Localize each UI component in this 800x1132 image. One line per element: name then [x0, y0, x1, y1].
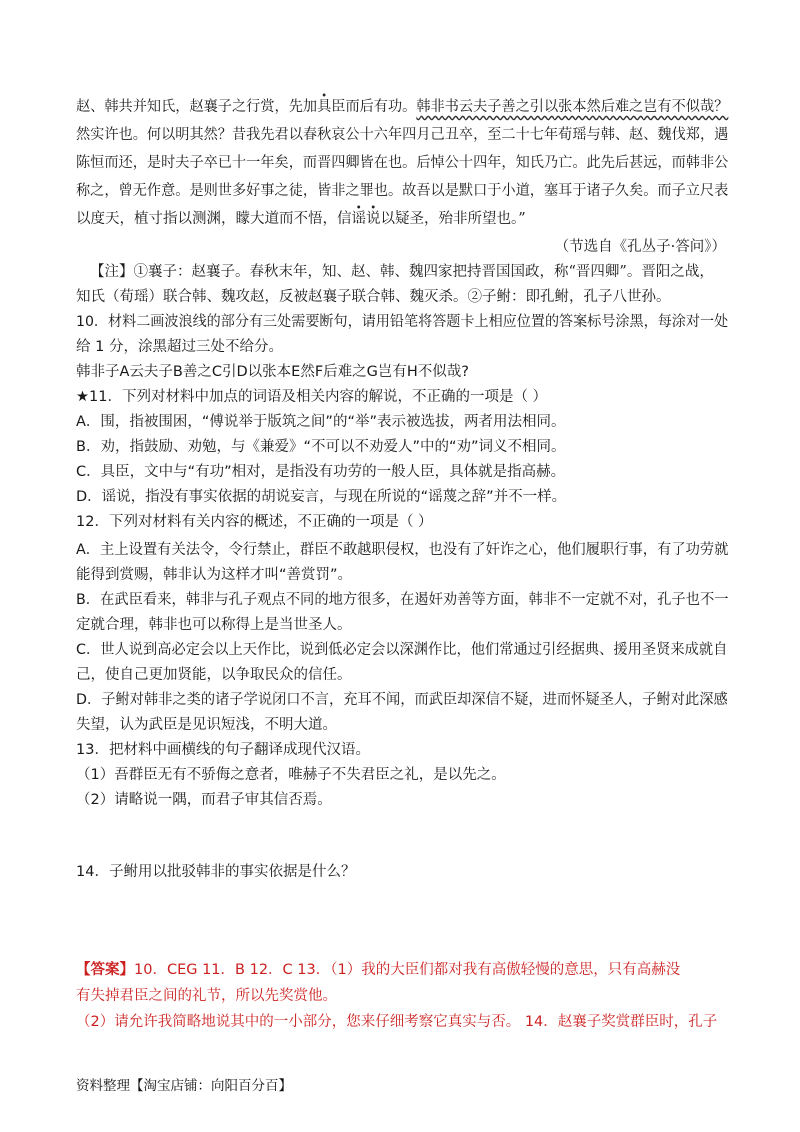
question-10-cont: 给 1 分，涂黑超过三处不给分。 [76, 339, 283, 355]
question-11-option-d: D．谣说，指没有事实依据的胡说妄言，与现在所说的“谣蔑之辞”并不一样。 [76, 489, 567, 505]
question-11-option-a: A．围，指被围困，“傅说举于版筑之间”的“举”表示被选拔，两者用法相同。 [76, 414, 566, 430]
question-12: 12．下列对材料有关内容的概述，不正确的一项是（ ） [76, 514, 433, 530]
question-12-option-d: D．子鲋对韩非之类的诸子学说闭口不言，充耳不闻，而武臣却深信不疑，进而怀疑圣人，子鲋对此深感 [76, 692, 728, 708]
page-footer: 资料整理【淘宝店铺：向阳百分百】 [76, 1078, 292, 1094]
question-11-option-b: B．劝，指鼓励、劝勉，与《兼爱》“不可以不劝爱人”中的“劝”词义不相同。 [76, 439, 566, 455]
passage-text: 而后有功。 [345, 99, 417, 115]
passage-line-5 [76, 209, 526, 229]
question-12-option-d-cont: 失望，认为武臣是见识短浅，不明大道。 [76, 717, 337, 733]
wavy-underlined-sentence: 韩非书云夫子善之引以张本然后难之岂有不似哉？ [416, 99, 729, 115]
question-12-option-b-cont: 定就合理，韩非也可以称得上是当世圣人。 [76, 617, 352, 633]
question-14: 14．子鲋用以批驳韩非的事实依据是什么？ [76, 864, 356, 880]
passage-source: （节选自《孔丛子·答问》） [554, 239, 726, 255]
passage-text: 以度天，植寸指以测渊，矇大道而不悟，信 [76, 211, 352, 227]
question-13-part-2: （2）请略说一隅，而君子审其信否焉。 [76, 792, 332, 808]
question-13-part-1: （1）吾群臣无有不骄侮之意者，唯赫子不失君臣之礼，是以先之。 [76, 767, 506, 783]
question-10: 10．材料二画波浪线的部分有三处需要断句，请用铅笔将答题卡上相应位置的答案标号涂黑，每涂对一处 [76, 314, 729, 330]
note-line-1: 【注】①襄子：赵襄子。春秋末年，知、赵、韩、魏四家把持晋国国政，称“晋四卿”。晋阳之战， [90, 264, 714, 280]
question-12-option-b: B．在武臣看来，韩非与孔子观点不同的地方很多，在遏奸劝善等方面，韩非不一定就不对，孔子也不一 [76, 592, 729, 608]
answer-line-2: 有失掉君臣之间的礼节，所以先奖赏他。 [76, 988, 337, 1004]
passage-line-2: 然实许也。何以明其然？昔我先君以春秋哀公十六年四月己丑卒，至二十七年荀瑶与韩、赵、魏伐郑，遇 [76, 127, 729, 143]
question-10-sentence: 韩非子A云夫子B善之C引D以张本E然F后难之G岂有H不似哉? [76, 364, 469, 380]
answer-line-3: （2）请允许我简略地说其中的一小部分，您来仔细考察它真实与否。 14．赵襄子奖赏群臣时，孔子 [76, 1014, 718, 1030]
dotted-word: 说 [366, 211, 381, 227]
passage-line-3: 陈恒而还，是时夫子卒已十一年矣，而晋四卿皆在也。后悼公十四年，知氏乃亡。此先后甚远，而韩非公 [76, 155, 729, 171]
question-11: ★11．下列对材料中加点的词语及相关内容的解说，不正确的一项是（ ） [76, 389, 548, 405]
passage-text: 臣 [331, 99, 346, 115]
passage-text: 以疑圣，殆非所望也。” [380, 211, 526, 227]
note-line-2: 知氏（荀瑶）联合韩、魏攻赵，反被赵襄子联合韩、魏灭杀。②子鲋：即孔鲋，孔子八世孙。 [76, 289, 671, 305]
passage-line-4: 称之，曾无作意。是则世多好事之徒，皆非之罪也。故吾以是默口于小道，塞耳于诸子久矣。而子立尺表 [76, 183, 729, 199]
answer-line-1 [76, 960, 680, 980]
dotted-word: 具 [317, 99, 332, 115]
question-11-option-c: C．具臣，文中与“有功”相对，是指没有功劳的一般人臣，具体就是指高赫。 [76, 464, 566, 480]
question-12-option-a-cont: 能得到赏赐，韩非认为这样才叫“善赏罚”。 [76, 567, 353, 583]
question-13: 13．把材料中画横线的句子翻译成现代汉语。 [76, 742, 370, 758]
passage-text: 赵、韩共并知氏，赵襄子之行赏，先加 [76, 99, 318, 115]
question-12-option-c: C．世人说到高必定会以上天作比，说到低必定会以深渊作比，他们常通过引经据典、援用圣贤来成就自 [76, 642, 728, 658]
question-12-option-a: A．主上设置有关法令，令行禁止，群臣不敢越职侵权，也没有了奸诈之心，他们履职行事，有了功劳就 [76, 542, 729, 558]
answer-label: 【答案】 [76, 962, 134, 978]
dotted-word: 谣 [351, 211, 366, 227]
answer-text: 10．CEG 11．B 12．C 13．（1）我的大臣们都对我有高傲轻慢的意思，只有高赫没 [134, 962, 681, 978]
passage-line-1 [76, 97, 728, 117]
question-12-option-c-cont: 己，使自己更加贤能，以争取民众的信任。 [76, 667, 352, 683]
